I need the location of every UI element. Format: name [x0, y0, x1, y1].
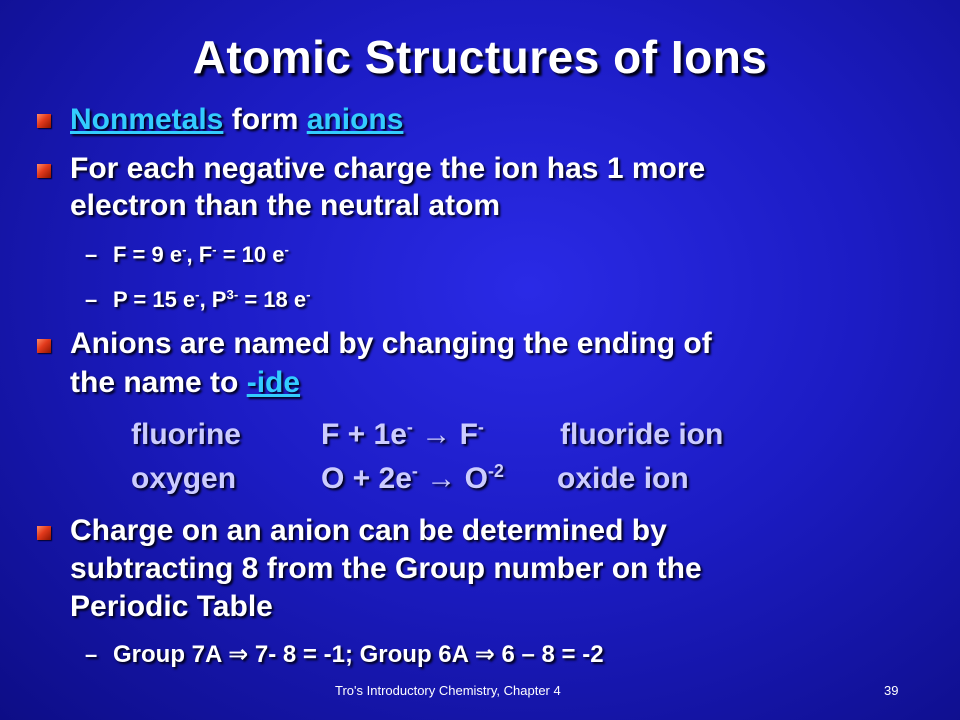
slide-title: Atomic Structures of Ions: [192, 31, 768, 83]
phosphorus-electron-count: P = 15 e-, $P^{3-} = 18$ e-: [113, 287, 311, 312]
dash-marker: –: [85, 287, 98, 312]
eq-fluorine-name: fluoride ion: [560, 418, 724, 451]
arrow-icon: →: [421, 418, 452, 451]
eq-fluorine-element: fluorine: [131, 418, 241, 451]
bullet-icon: [37, 526, 51, 540]
group-charge-examples: Group 7A ⇒ 7- 8 = -1; Group 6A ⇒ 6 – 8 = -2: [113, 641, 604, 668]
footer-text: Tro's Introductory Chemistry, Chapter 4: [335, 683, 561, 698]
bullet-charge-line2: subtracting 8 from the Group number on the: [70, 552, 702, 585]
dash-marker: –: [85, 642, 98, 667]
bullet-icon: [37, 339, 51, 353]
bullet-icon: [37, 114, 51, 128]
dash-marker: –: [85, 242, 98, 267]
implies-arrow-icon: ⇒: [228, 641, 249, 668]
anions-link[interactable]: anions: [306, 103, 404, 136]
nonmetals-link[interactable]: Nonmetals: [70, 103, 224, 136]
eq-oxygen-name: oxide ion: [557, 462, 689, 495]
bullet-anion-naming-line2: the name to -ide: [70, 366, 301, 399]
bullet-nonmetals-anions: Nonmetals form anions: [70, 103, 404, 136]
bullet-negative-charge-line2: electron than the neutral atom: [70, 189, 501, 222]
implies-arrow-icon: ⇒: [474, 641, 495, 668]
slide-number: 39: [884, 683, 899, 698]
eq-oxygen-element: oxygen: [131, 462, 237, 495]
ide-link[interactable]: -ide: [246, 366, 301, 399]
bullet-icon: [37, 164, 51, 178]
bullet-charge-line1: Charge on an anion can be determined by: [70, 514, 667, 547]
arrow-icon: →: [426, 462, 457, 495]
eq-oxygen-reaction: $O + 2e^- \to O^{-2}$: [321, 461, 504, 495]
fluorine-electron-count: F = 9 e-, F- = 10 e-: [113, 242, 289, 267]
bullet-negative-charge-line1: For each negative charge the ion has 1 more: [70, 152, 706, 185]
bullet-anion-naming-line1: Anions are named by changing the ending of: [70, 327, 712, 360]
bullet-charge-line3: Periodic Table: [70, 590, 273, 623]
eq-fluorine-reaction: F + 1e- → F-: [321, 417, 484, 451]
